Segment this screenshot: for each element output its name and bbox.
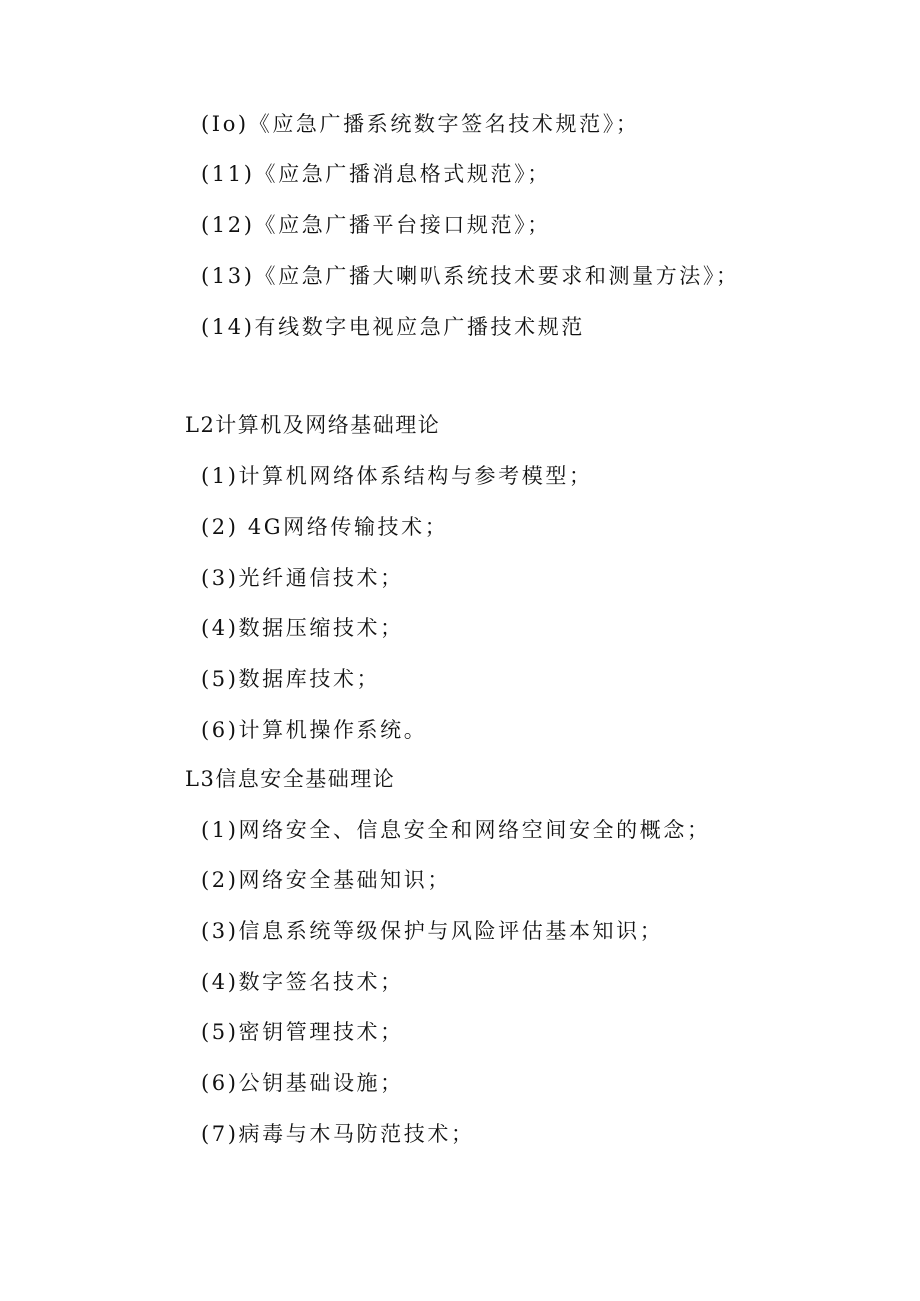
list-item: (Io)《应急广播系统数字签名技术规范》； <box>201 112 640 136</box>
list-item: (14)有线数字电视应急广播技术规范 <box>201 315 585 339</box>
section-heading-l3: L3信息安全基础理论 <box>185 767 396 791</box>
list-item: (7)病毒与木马防范技术； <box>201 1122 475 1146</box>
list-item: (6)公钥基础设施； <box>201 1071 404 1095</box>
list-item: (4)数据压缩技术； <box>201 616 404 640</box>
list-item: (13)《应急广播大喇叭系统技术要求和测量方法》； <box>201 264 740 288</box>
list-item: (11)《应急广播消息格式规范》； <box>201 162 551 186</box>
list-item: (3)光纤通信技术； <box>201 566 404 590</box>
list-item: (5)密钥管理技术； <box>201 1020 404 1044</box>
list-item: (4)数字签名技术； <box>201 970 404 994</box>
list-item: (1)计算机网络体系结构与参考模型； <box>201 464 593 488</box>
section-heading-l2: L2计算机及网络基础理论 <box>185 413 441 437</box>
list-item: (12)《应急广播平台接口规范》； <box>201 213 551 237</box>
list-item: (1)网络安全、信息安全和网络空间安全的概念； <box>201 818 711 842</box>
list-item: (2)网络安全基础知识； <box>201 868 451 892</box>
list-item: (2) 4G网络传输技术； <box>201 515 449 539</box>
list-item: (5)数据库技术； <box>201 667 381 691</box>
list-item: (3)信息系统等级保护与风险评估基本知识； <box>201 919 664 943</box>
list-item: (6)计算机操作系统。 <box>201 718 428 742</box>
